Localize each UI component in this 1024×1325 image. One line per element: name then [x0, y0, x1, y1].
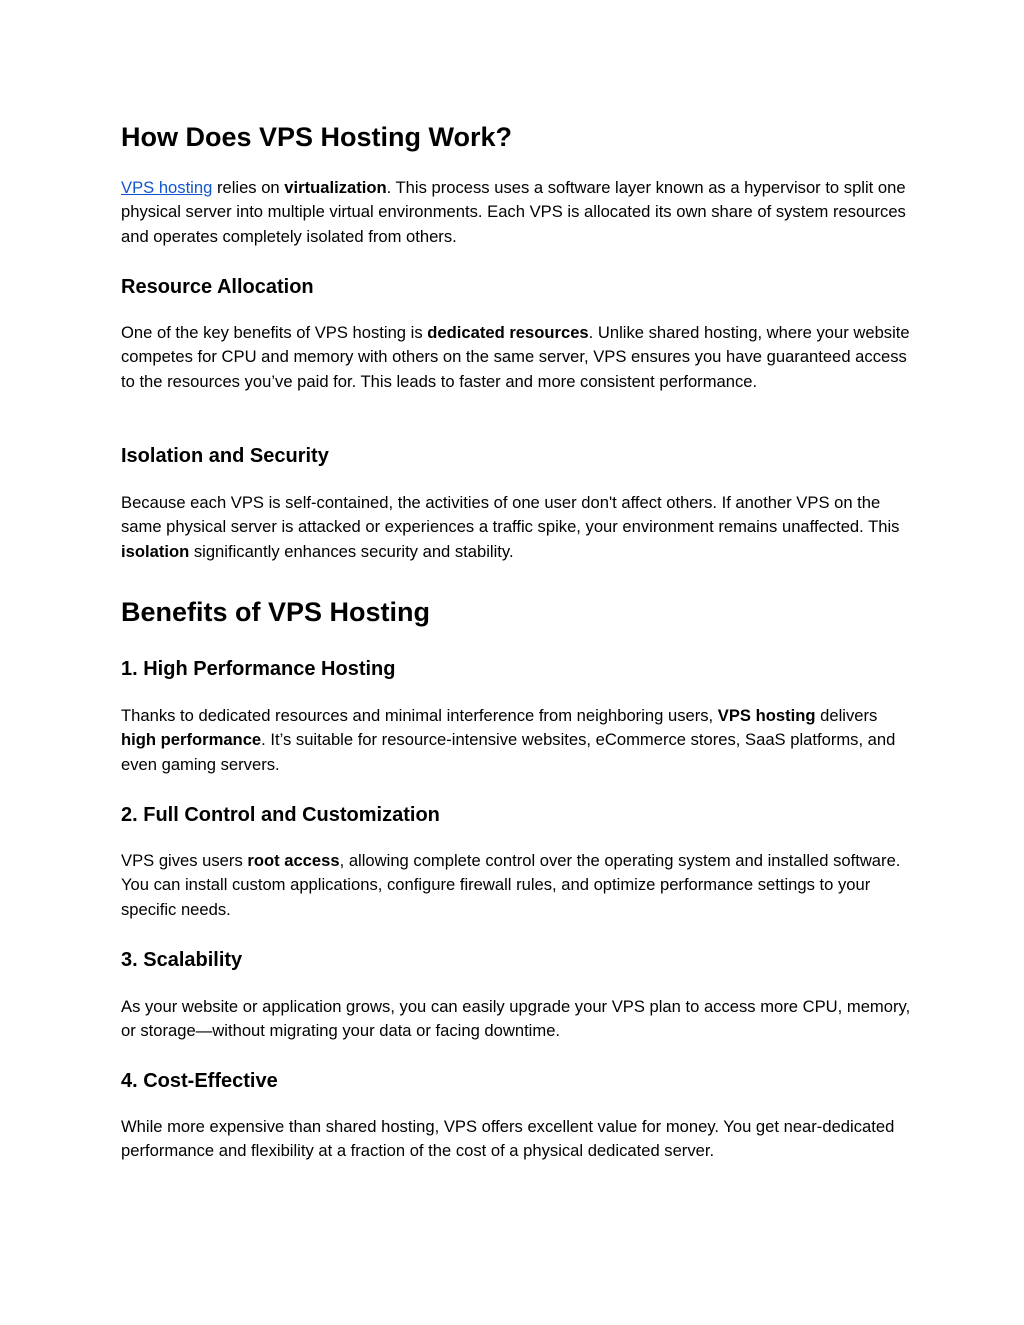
heading-isolation-security: Isolation and Security	[121, 445, 329, 467]
intro-bold-virtualization: virtualization	[284, 178, 387, 197]
heading-cost-effective: 4. Cost-Effective	[121, 1070, 278, 1092]
scalability-paragraph: As your website or application grows, you can easily upgrade your VPS plan to access more CPU, memory, or storage—without migrating your data or facing downtime.	[121, 997, 911, 1041]
resource-text-1: One of the key benefits of VPS hosting is	[121, 323, 428, 342]
resource-text-2: . Unlike shared hosting, where your website competes for CPU and memory with others on the same server, VPS ensures you have guaranteed access to the resources you’ve paid for. This leads to faster and more consistent performance.	[121, 323, 910, 391]
vps-hosting-link[interactable]: VPS hosting	[121, 178, 213, 197]
perf-text-2: delivers	[815, 706, 878, 725]
isolation-text-2: significantly enhances security and stability.	[189, 541, 514, 561]
heading-full-control: 2. Full Control and Customization	[121, 804, 440, 826]
control-text-2: , allowing complete control over the operating system and installed software. You can install custom applications, configure firewall rules, and optimize performance settings to your specific needs.	[121, 851, 901, 919]
control-text-1: VPS gives users	[121, 851, 248, 870]
isolation-bold: isolation	[121, 541, 190, 561]
heading-resource-allocation: Resource Allocation	[121, 276, 314, 298]
intro-paragraph	[121, 176, 911, 249]
cost-effective-paragraph: While more expensive than shared hosting, VPS offers excellent value for money. You get near-dedicated performance and flexibility at a fraction of the cost of a physical dedicated server.	[121, 1117, 895, 1161]
heading-how-vps-works: How Does VPS Hosting Work?	[121, 122, 513, 152]
full-control-paragraph	[121, 849, 911, 922]
perf-text-1: Thanks to dedicated resources and minimal interference from neighboring users,	[121, 706, 718, 725]
perf-bold-high-performance: high performance	[121, 730, 262, 750]
isolation-paragraph	[121, 491, 911, 564]
heading-benefits: Benefits of VPS Hosting	[121, 597, 431, 627]
perf-bold-vps-hosting: VPS hosting	[717, 706, 816, 725]
resource-bold-dedicated: dedicated resources	[427, 323, 589, 342]
intro-text-1: relies on	[212, 178, 285, 197]
resource-allocation-paragraph	[121, 321, 911, 394]
perf-text-3: . It’s suitable for resource-intensive websites, eCommerce stores, SaaS platforms, and even gaming servers.	[121, 730, 896, 774]
intro-text-2: . This process uses a software layer known as a hypervisor to split one physical server into multiple virtual environments. Each VPS is allocated its own share of system resources and operates completely isolated from others.	[121, 178, 906, 246]
heading-high-performance: 1. High Performance Hosting	[121, 658, 396, 680]
high-performance-paragraph	[121, 704, 911, 777]
heading-scalability: 3. Scalability	[121, 949, 243, 971]
control-bold-root-access: root access	[247, 851, 340, 870]
isolation-text-1: Because each VPS is self-contained, the activities of one user don't affect others. If another VPS on the same physical server is attacked or experiences a traffic spike, your environment remains unaffected. This	[121, 493, 900, 537]
